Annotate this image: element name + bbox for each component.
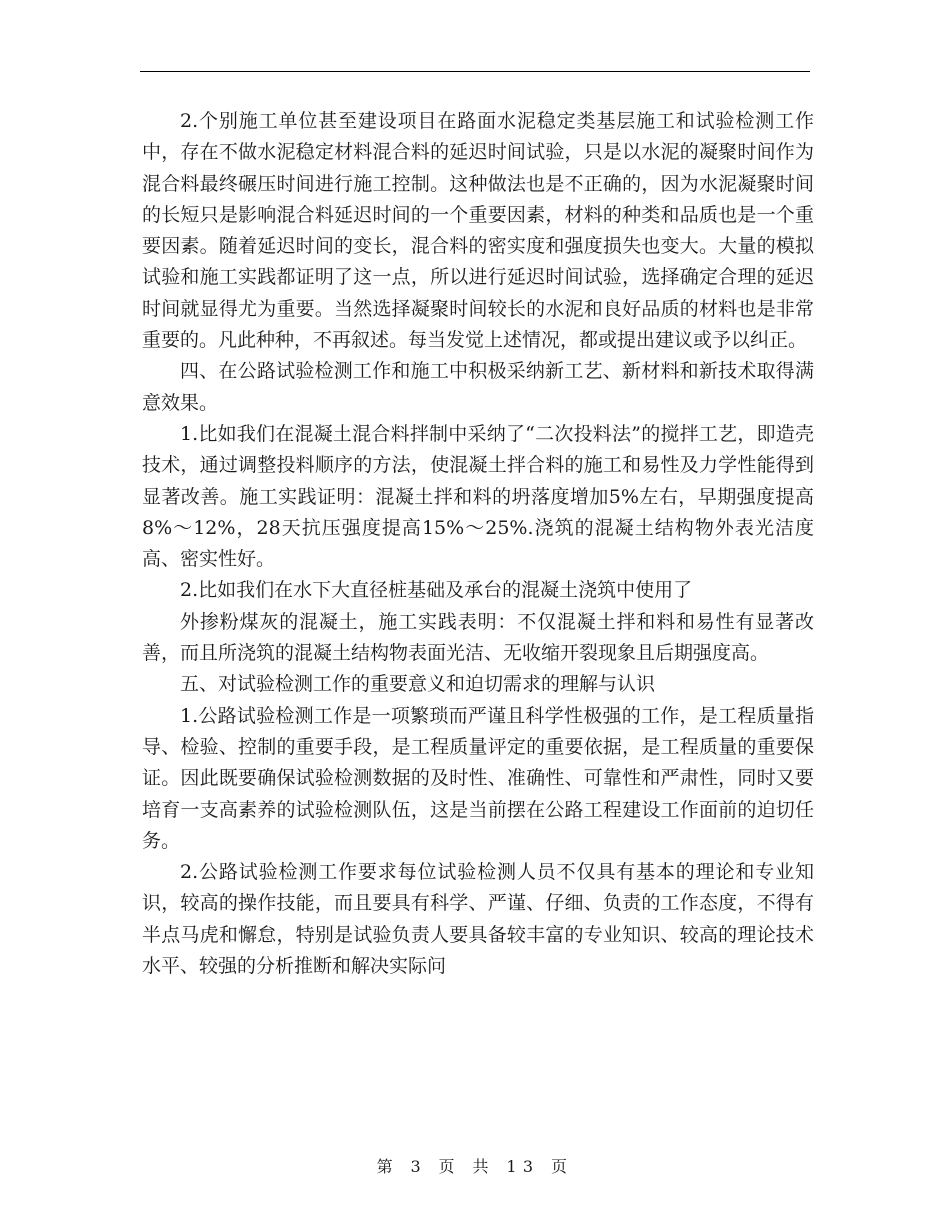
section-heading: 四、在公路试验检测工作和施工中积极采纳新工艺、新材料和新技术取得满意效果。 xyxy=(142,360,814,414)
page-footer xyxy=(0,1154,950,1177)
header-rule xyxy=(140,71,810,72)
paragraph: 外掺粉煤灰的混凝土，施工实践表明：不仅混凝土拌和料和易性有显著改善，而且所浇筑的混凝土结构物表面光洁、无收缩开裂现象且后期强度高。 xyxy=(142,610,814,665)
paragraph: 2.比如我们在水下大直径桩基础及承台的混凝土浇筑中使用了 xyxy=(180,579,693,602)
document-body xyxy=(142,106,814,982)
paragraph: 2.公路试验检测工作要求每位试验检测人员不仅具有基本的理论和专业知识，较高的操作技能，而且要具有科学、严谨、仔细、负责的工作态度，不得有半点马虎和懈怠，特别是试验负责人要具备较丰富的专业知识、较高的理论技术水平、较强的分析推断和解决实际问 xyxy=(142,861,814,978)
section-heading: 五、对试验检测工作的重要意义和迫切需求的理解与认识 xyxy=(180,673,656,696)
paragraph: 1.比如我们在混凝土混合料拌制中采纳了“二次投料法”的搅拌工艺，即造壳技术，通过调整投料顺序的方法，使混凝土拌合料的施工和易性及力学性能得到显著改善。施工实践证明：混凝土拌和料的坍落度增加5%左右，早期强度提高8%～12%，28天抗压强度提高15%～25%.浇筑的混凝土结构物外表光洁度高、密实性好。 xyxy=(142,422,814,571)
paragraph: 2.个别施工单位甚至建设项目在路面水泥稳定类基层施工和试验检测工作中，存在不做水泥稳定材料混合料的延迟时间试验，只是以水泥的凝聚时间作为混合料最终碾压时间进行施工控制。这种做法也是不正确的，因为水泥凝聚时间的长短只是影响混合料延迟时间的一个重要因素，材料的种类和品质也是一个重要因素。随着延迟时间的变长，混合料的密实度和强度损失也变大。大量的模拟试验和施工实践都证明了这一点，所以进行延迟时间试验，选择确定合理的延迟时间就显得尤为重要。当然选择凝聚时间较长的水泥和良好品质的材料也是非常重要的。凡此种种，不再叙述。每当发觉上述情况，都或提出建议或予以纠正。 xyxy=(142,110,814,352)
page-number-label: 第 3 页 共 13 页 xyxy=(376,1157,574,1176)
paragraph: 1.公路试验检测工作是一项繁琐而严谨且科学性极强的工作，是工程质量指导、检验、控制的重要手段，是工程质量评定的重要依据，是工程质量的重要保证。因此既要确保试验检测数据的及时性、准确性、可靠性和严肃性，同时又要培育一支高素养的试验检测队伍，这是当前摆在公路工程建设工作面前的迫切任务。 xyxy=(142,704,814,852)
